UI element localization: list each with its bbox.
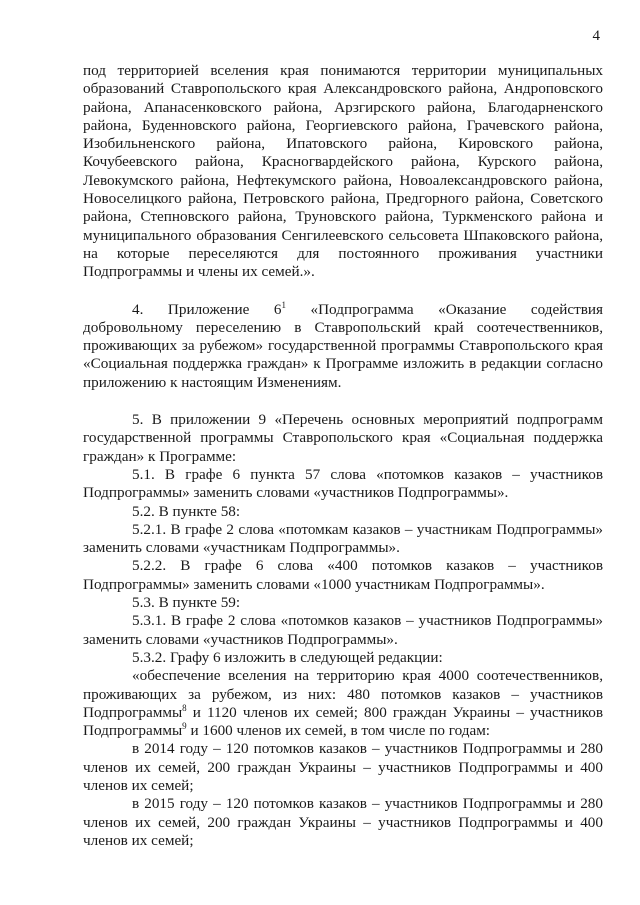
settlement-text-b: и 1120 членов их семей; 800 граждан Украины – участников Подпрограммы	[83, 703, 603, 740]
paragraph-territory-definition: под территорией вселения края понимаются территории муниципальных образований Ставропольского края Александровского района, Андроповского района, Апанасенковского района, Арзгирского района, Благодарненского района, Буденновского района, Георгиевского района, Грачевского района, Изобильненского района, Ипатовского района, Кировского района, Кочубеевского района, Красногвардейского района, Курского района, Левокумского района, Нефтекумского района, Новоалександровского района, Новоселицкого района, Петровского района, Предгорного района, Советского района, Степновского района, Труновского района, Туркменского района и муниципального образования Сенгилеевского сельсовета Шпаковского района, на которые переселяются для постоянного проживания участники Подпрограммы и члены их семей.».	[83, 62, 603, 281]
item-4-text-start: 4. Приложение 6	[132, 300, 282, 318]
settlement-text-c: и 1600 членов их семей, в том числе по годам:	[186, 722, 491, 740]
superscript: 1	[281, 299, 286, 310]
paragraph-item-5-3-2: 5.3.2. Графу 6 изложить в следующей редакции:	[132, 648, 443, 666]
paragraph-year-2015: в 2015 году – 120 потомков казаков – участников Подпрограммы и 280 членов их семей, 200 граждан Украины – участников Подпрограммы и 400 членов их семей;	[83, 795, 603, 849]
footnote-ref-8: 8	[182, 702, 187, 713]
paragraph-item-5: 5. В приложении 9 «Перечень основных мероприятий подпрограмм государственной программы Ставропольского края «Социальная поддержка граждан» к Программе:	[83, 411, 603, 465]
paragraph-item-5-2-2: 5.2.2. В графе 6 слова «400 потомков казаков – участников Подпрограммы» заменить словами «1000 участникам Подпрограммы».	[83, 557, 603, 593]
paragraph-item-5-3: 5.3. В пункте 59:	[132, 594, 241, 612]
item-4-text-end: «Подпрограмма «Оказание содействия добровольному переселению в Ставропольский край соотечественников, проживающих за рубежом» государственной программы Ставропольского края «Социальная поддержка граждан» к Программе изложить в редакции согласно приложению к настоящим Изменениям.	[83, 300, 604, 391]
paragraph-year-2014: в 2014 году – 120 потомков казаков – участников Подпрограммы и 280 членов их семей, 200 граждан Украины – участников Подпрограммы и 400 членов их семей;	[83, 740, 603, 794]
paragraph-item-4	[83, 301, 603, 392]
paragraph-item-5-1: 5.1. В графе 6 пункта 57 слова «потомков казаков – участников Подпрограммы» заменить словами «участников Подпрограммы».	[83, 465, 603, 502]
paragraph-gap	[83, 282, 603, 301]
paragraph-gap	[83, 392, 603, 411]
footnote-ref-9: 9	[182, 721, 187, 732]
paragraph-item-5-2-1: 5.2.1. В графе 2 слова «потомкам казаков – участникам Подпрограммы» заменить словами «участникам Подпрограммы».	[83, 520, 603, 557]
paragraph-item-5-2: 5.2. В пункте 58:	[132, 502, 241, 520]
paragraph-item-5-3-1: 5.3.1. В графе 2 слова «потомков казаков – участников Подпрограммы» заменить словами «участников Подпрограммы».	[83, 612, 603, 648]
paragraph-settlement-total	[83, 667, 603, 740]
settlement-text-a: «обеспечение вселения на территорию края 4000 соотечественников, проживающих за рубежом, из них: 480 потомков казаков – участников Подпрограммы	[83, 667, 603, 721]
document-body	[83, 62, 603, 850]
page-number: 4	[592, 28, 600, 44]
